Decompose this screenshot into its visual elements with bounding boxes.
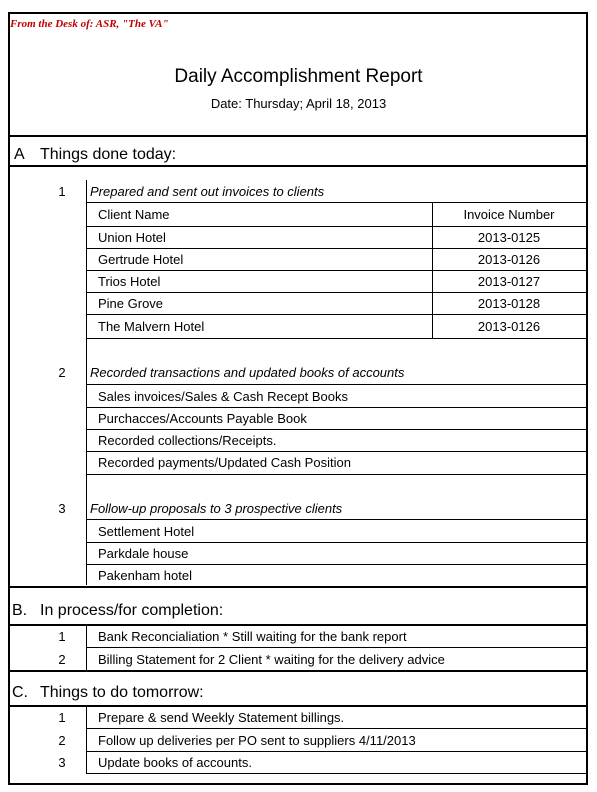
- list-item: Purchacces/Accounts Payable Book: [98, 411, 307, 426]
- row-divider: [86, 751, 586, 752]
- item-number: 2: [58, 365, 66, 380]
- item-number: 3: [58, 501, 66, 516]
- table-cell-client: Union Hotel: [98, 230, 166, 245]
- table-cell-invoice: 2013-0126: [477, 319, 541, 334]
- table-cell-client: Pine Grove: [98, 296, 164, 311]
- list-item: Follow up deliveries per PO sent to suppliers 4/11/2013: [98, 733, 416, 748]
- section-c-top-divider: [8, 670, 588, 672]
- row-divider: [86, 542, 586, 543]
- row-divider: [86, 407, 586, 408]
- row-divider: [86, 248, 586, 249]
- row-divider: [86, 429, 586, 430]
- header-divider: [8, 135, 588, 137]
- item-title: Recorded transactions and updated books of accounts: [90, 365, 405, 380]
- page-title: Daily Accomplishment Report: [174, 66, 423, 87]
- list-item: Recorded payments/Updated Cash Position: [98, 455, 351, 470]
- frame-right: [586, 12, 588, 784]
- item-number: 1: [58, 184, 66, 199]
- section-a-letter: A: [14, 146, 25, 163]
- row-divider: [86, 519, 586, 520]
- item-number: 1: [58, 710, 66, 725]
- row-divider: [86, 474, 586, 475]
- row-divider: [86, 338, 586, 339]
- table-cell-invoice: 2013-0126: [477, 252, 541, 267]
- row-divider: [86, 226, 586, 227]
- section-c-inner-left-border: [86, 707, 87, 773]
- table-cell-invoice: 2013-0125: [477, 230, 541, 245]
- section-a-divider: [8, 165, 588, 167]
- row-divider: [86, 728, 586, 729]
- row-divider: [86, 384, 586, 385]
- list-item: Parkdale house: [98, 546, 189, 561]
- list-item: Update books of accounts.: [98, 755, 252, 770]
- frame-bottom: [8, 783, 588, 785]
- frame-left: [8, 12, 10, 784]
- item-number: 2: [58, 652, 66, 667]
- row-divider: [86, 773, 586, 774]
- list-item: Bank Reconcialiation * Still waiting for the bank report: [98, 629, 407, 644]
- from-desk-label: From the Desk of: ASR, "The VA": [10, 18, 169, 30]
- row-divider: [86, 202, 586, 203]
- row-divider: [86, 564, 586, 565]
- table-cell-client: Trios Hotel: [98, 274, 161, 289]
- item-title: Prepared and sent out invoices to clients: [90, 184, 325, 199]
- column-header-client: Client Name: [98, 207, 170, 222]
- item-number: 2: [58, 733, 66, 748]
- table-cell-client: The Malvern Hotel: [98, 319, 205, 334]
- section-a-inner-left-border: [86, 180, 87, 585]
- section-b-inner-left-border: [86, 626, 87, 670]
- table-cell-invoice: 2013-0128: [477, 296, 541, 311]
- list-item: Settlement Hotel: [98, 524, 195, 539]
- row-divider: [86, 270, 586, 271]
- list-item: Recorded collections/Receipts.: [98, 433, 277, 448]
- section-b-title: In process/for completion:: [40, 602, 224, 619]
- section-c-letter: C.: [12, 684, 28, 701]
- list-item: Sales invoices/Sales & Cash Recept Books: [98, 389, 349, 404]
- row-divider: [86, 292, 586, 293]
- row-divider: [86, 647, 586, 648]
- section-c-divider: [8, 705, 588, 707]
- table-cell-invoice: 2013-0127: [477, 274, 541, 289]
- report-date: Date: Thursday; April 18, 2013: [210, 96, 387, 111]
- list-item: Prepare & send Weekly Statement billings.: [98, 710, 345, 725]
- list-item: Pakenham hotel: [98, 568, 192, 583]
- list-item: Billing Statement for 2 Client * waiting for the delivery advice: [98, 652, 445, 667]
- column-header-invoice: Invoice Number: [463, 207, 555, 222]
- section-b-top-divider: [8, 586, 588, 588]
- section-c-title: Things to do tomorrow:: [40, 684, 204, 701]
- item-number: 3: [58, 755, 66, 770]
- section-b-letter: B.: [12, 602, 28, 619]
- table-cell-client: Gertrude Hotel: [98, 252, 184, 267]
- row-divider: [86, 451, 586, 452]
- frame-top: [8, 12, 588, 14]
- section-a-title: Things done today:: [40, 146, 177, 163]
- section-b-divider: [8, 624, 588, 626]
- item-title: Follow-up proposals to 3 prospective clients: [90, 501, 343, 516]
- row-divider: [86, 314, 586, 315]
- item-number: 1: [58, 629, 66, 644]
